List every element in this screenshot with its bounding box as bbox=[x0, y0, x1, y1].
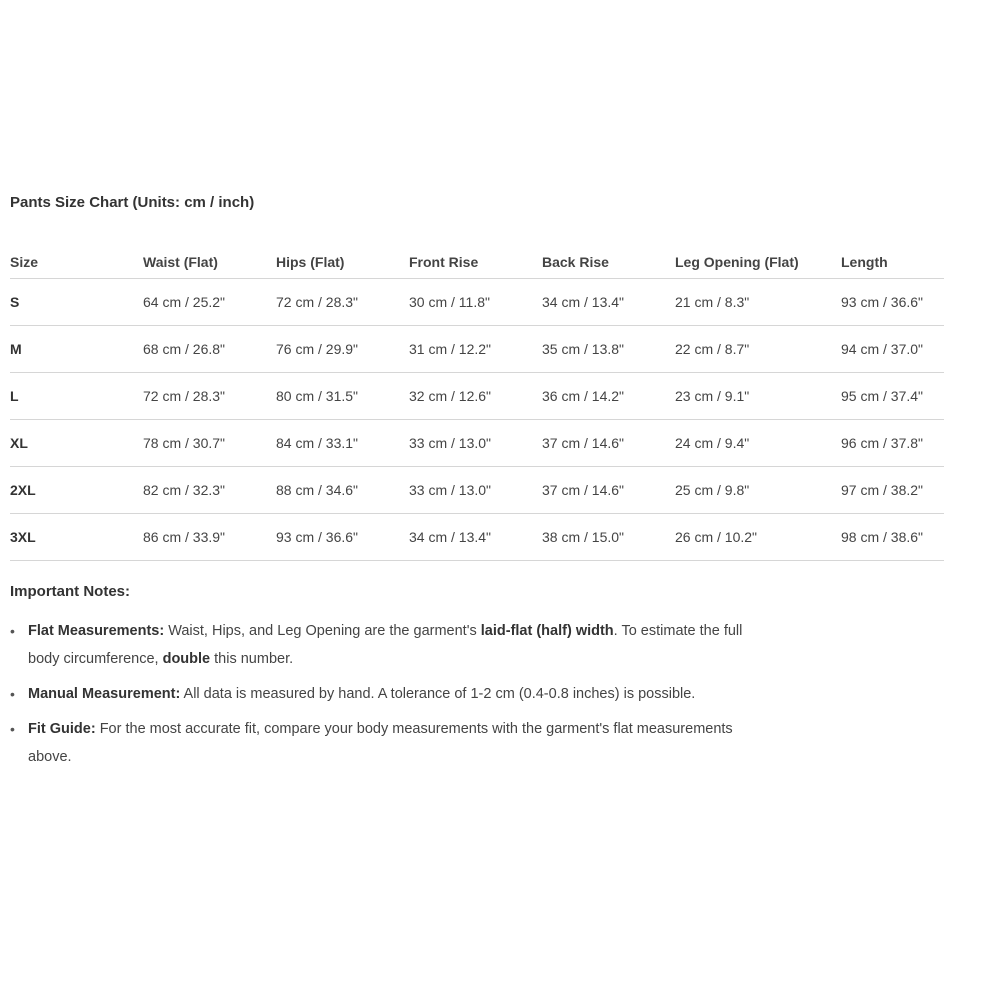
leg-opening-cell: 22 cm / 8.7" bbox=[675, 326, 841, 373]
waist-cell: 82 cm / 32.3" bbox=[143, 467, 276, 514]
back-rise-cell: 37 cm / 14.6" bbox=[542, 467, 675, 514]
size-chart-document bbox=[10, 190, 944, 778]
length-cell: 95 cm / 37.4" bbox=[841, 373, 944, 420]
back-rise-cell: 34 cm / 13.4" bbox=[542, 279, 675, 326]
note-text: For the most accurate fit, compare your body measurements with the garment's flat measurements above. bbox=[28, 721, 733, 765]
leg-opening-cell: 24 cm / 9.4" bbox=[675, 420, 841, 467]
chart-title: Pants Size Chart (Units: cm / inch) bbox=[10, 194, 255, 211]
leg-opening-cell: 25 cm / 9.8" bbox=[675, 467, 841, 514]
header-waist: Waist (Flat) bbox=[143, 246, 276, 279]
front-rise-cell: 31 cm / 12.2" bbox=[409, 326, 542, 373]
header-back-rise: Back Rise bbox=[542, 246, 675, 279]
front-rise-cell: 33 cm / 13.0" bbox=[409, 467, 542, 514]
note-item-flat-measurements bbox=[10, 617, 770, 673]
length-cell: 93 cm / 36.6" bbox=[841, 279, 944, 326]
header-hips: Hips (Flat) bbox=[276, 246, 409, 279]
table-row bbox=[10, 373, 944, 420]
note-text: this number. bbox=[210, 651, 294, 667]
size-table bbox=[10, 246, 944, 561]
table-row bbox=[10, 420, 944, 467]
size-cell: XL bbox=[10, 420, 143, 467]
front-rise-cell: 33 cm / 13.0" bbox=[409, 420, 542, 467]
size-cell: S bbox=[10, 279, 143, 326]
hips-cell: 76 cm / 29.9" bbox=[276, 326, 409, 373]
header-front-rise: Front Rise bbox=[409, 246, 542, 279]
waist-cell: 86 cm / 33.9" bbox=[143, 514, 276, 561]
hips-cell: 88 cm / 34.6" bbox=[276, 467, 409, 514]
size-cell: L bbox=[10, 373, 143, 420]
back-rise-cell: 37 cm / 14.6" bbox=[542, 420, 675, 467]
note-text: All data is measured by hand. A tolerance of 1-2 cm (0.4-0.8 inches) is possible. bbox=[180, 686, 696, 702]
header-length: Length bbox=[841, 246, 944, 279]
leg-opening-cell: 23 cm / 9.1" bbox=[675, 373, 841, 420]
note-label: Flat Measurements: bbox=[28, 623, 165, 639]
note-text: . To estimate the full body circumference, bbox=[28, 623, 743, 667]
bullet-icon: • bbox=[10, 623, 15, 639]
note-emphasis: laid-flat (half) width bbox=[480, 623, 614, 639]
header-leg-opening: Leg Opening (Flat) bbox=[675, 246, 841, 279]
back-rise-cell: 38 cm / 15.0" bbox=[542, 514, 675, 561]
leg-opening-cell: 21 cm / 8.3" bbox=[675, 279, 841, 326]
back-rise-cell: 35 cm / 13.8" bbox=[542, 326, 675, 373]
note-label: Fit Guide: bbox=[28, 721, 96, 737]
bullet-icon: • bbox=[10, 721, 15, 737]
front-rise-cell: 30 cm / 11.8" bbox=[409, 279, 542, 326]
length-cell: 97 cm / 38.2" bbox=[841, 467, 944, 514]
waist-cell: 72 cm / 28.3" bbox=[143, 373, 276, 420]
note-text: Waist, Hips, and Leg Opening are the garment's bbox=[164, 623, 481, 639]
size-cell: 2XL bbox=[10, 467, 143, 514]
table-header-row bbox=[10, 246, 944, 279]
table-row bbox=[10, 514, 944, 561]
notes-list bbox=[10, 617, 770, 771]
length-cell: 96 cm / 37.8" bbox=[841, 420, 944, 467]
header-size: Size bbox=[10, 246, 143, 279]
note-item-fit-guide bbox=[10, 715, 770, 771]
hips-cell: 72 cm / 28.3" bbox=[276, 279, 409, 326]
leg-opening-cell: 26 cm / 10.2" bbox=[675, 514, 841, 561]
front-rise-cell: 34 cm / 13.4" bbox=[409, 514, 542, 561]
bullet-icon: • bbox=[10, 686, 15, 702]
waist-cell: 64 cm / 25.2" bbox=[143, 279, 276, 326]
length-cell: 98 cm / 38.6" bbox=[841, 514, 944, 561]
waist-cell: 78 cm / 30.7" bbox=[143, 420, 276, 467]
size-cell: 3XL bbox=[10, 514, 143, 561]
notes-title: Important Notes: bbox=[10, 583, 130, 600]
note-emphasis: double bbox=[162, 651, 211, 667]
table-row bbox=[10, 467, 944, 514]
waist-cell: 68 cm / 26.8" bbox=[143, 326, 276, 373]
front-rise-cell: 32 cm / 12.6" bbox=[409, 373, 542, 420]
note-item-manual-measurement bbox=[10, 680, 770, 708]
size-cell: M bbox=[10, 326, 143, 373]
back-rise-cell: 36 cm / 14.2" bbox=[542, 373, 675, 420]
table-row bbox=[10, 326, 944, 373]
note-label: Manual Measurement: bbox=[28, 686, 181, 702]
hips-cell: 93 cm / 36.6" bbox=[276, 514, 409, 561]
hips-cell: 80 cm / 31.5" bbox=[276, 373, 409, 420]
length-cell: 94 cm / 37.0" bbox=[841, 326, 944, 373]
table-row bbox=[10, 279, 944, 326]
hips-cell: 84 cm / 33.1" bbox=[276, 420, 409, 467]
